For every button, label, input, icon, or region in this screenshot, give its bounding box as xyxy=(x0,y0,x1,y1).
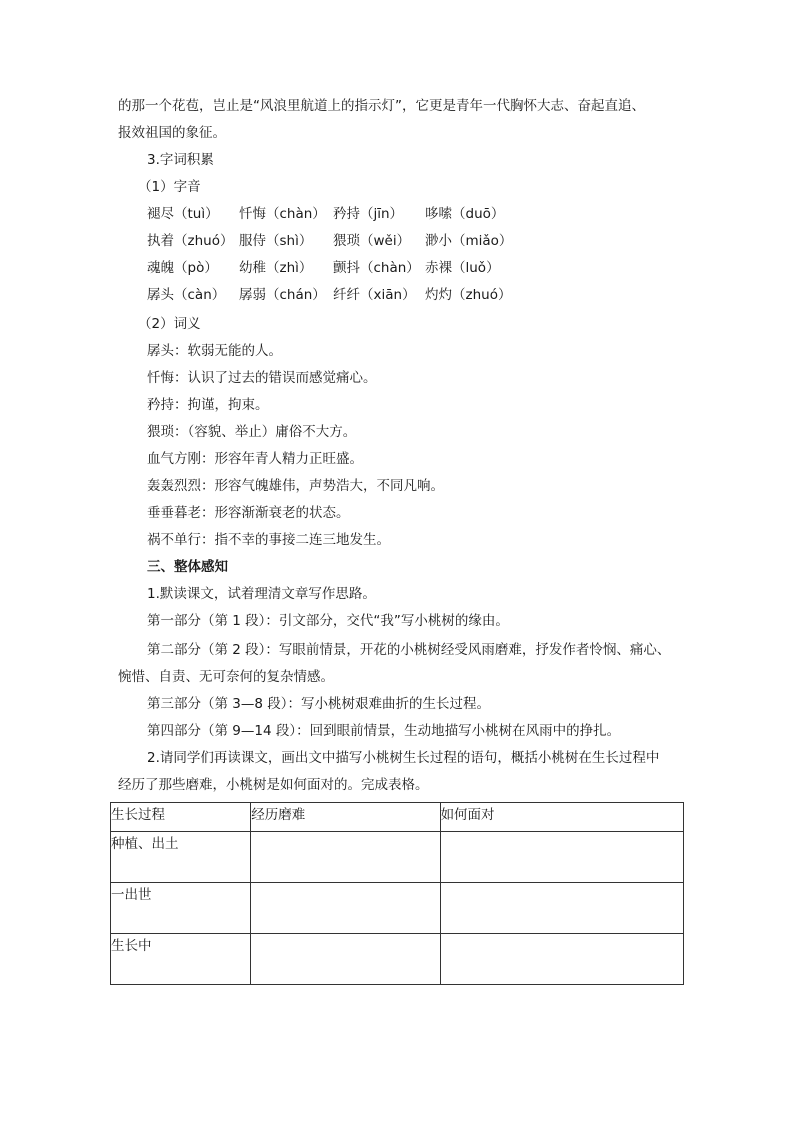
structure-part-2-line-2: 惋惜、自责、无可奈何的复杂情感。 xyxy=(118,669,334,685)
table-row xyxy=(111,883,684,934)
meaning-item: 轰轰烈烈：形容气魄雄伟，声势浩大，不同凡响。 xyxy=(147,478,444,494)
meaning-item: 猥琐：（容貌、举止）庸俗不大方。 xyxy=(147,424,357,440)
intro-line-1: 的那一个花苞，岂止是“风浪里航道上的指示灯”，它更是青年一代胸怀大志、奋起直追、 xyxy=(118,98,645,114)
table-cell-stage: 一出世 xyxy=(111,883,251,934)
table-header-cell: 生长过程 xyxy=(111,803,251,832)
structure-part-3: 第三部分（第 3—8 段）：写小桃树艰难曲折的生长过程。 xyxy=(147,696,491,712)
table-row xyxy=(111,832,684,883)
table-header-cell: 如何面对 xyxy=(440,803,683,832)
table-row xyxy=(111,934,684,985)
structure-part-1: 第一部分（第 1 段）：引文部分，交代“我”写小桃树的缘由。 xyxy=(147,613,509,629)
pronunciation-entry: 灼灼（zhuó） xyxy=(425,287,512,303)
meaning-item: 祸不单行：指不幸的事接二连三地发生。 xyxy=(147,532,390,548)
pronunciation-entry: 赤裸（luǒ） xyxy=(425,260,500,276)
table-cell-stage: 种植、出土 xyxy=(111,832,251,883)
pronunciation-entry: 孱弱（chán） xyxy=(239,287,326,303)
table-header-cell: 经历磨难 xyxy=(251,803,440,832)
table-cell-response[interactable] xyxy=(440,883,683,934)
pronunciation-entry: 忏悔（chàn） xyxy=(239,206,326,222)
table-cell-hardship[interactable] xyxy=(251,883,440,934)
meaning-item: 血气方刚：形容年青人精力正旺盛。 xyxy=(147,451,363,467)
intro-line-2: 报效祖国的象征。 xyxy=(118,125,226,141)
vocab-heading: 3.字词积累 xyxy=(147,152,214,168)
pronunciation-row xyxy=(147,231,567,251)
overview-item-1: 1.默读课文，试着理清文章写作思路。 xyxy=(147,586,376,602)
pronunciation-row xyxy=(147,204,567,224)
overview-item-2-line-2: 经历了那些磨难，小桃树是如何面对的。完成表格。 xyxy=(118,777,429,793)
pronunciation-row xyxy=(147,258,567,278)
meaning-heading: （2）词义 xyxy=(138,316,201,332)
growth-table xyxy=(110,802,684,985)
pronunciation-entry: 渺小（miǎo） xyxy=(425,233,513,249)
pronunciation-entry: 魂魄（pò） xyxy=(147,260,218,276)
pronunciation-entry: 服侍（shì） xyxy=(239,233,313,249)
pronunciation-entry: 猥琐（wěi） xyxy=(333,233,411,249)
meaning-item: 垂垂暮老：形容渐渐衰老的状态。 xyxy=(147,505,350,521)
pronunciation-entry: 矜持（jīn） xyxy=(333,206,404,222)
structure-part-2-line-1: 第二部分（第 2 段）：写眼前情景，开花的小桃树经受风雨磨难，抒发作者怜悯、痛心、 xyxy=(147,642,671,658)
table-header-row xyxy=(111,803,684,832)
pronunciation-row xyxy=(147,285,567,305)
table-cell-hardship[interactable] xyxy=(251,934,440,985)
pronunciation-entry: 孱头（càn） xyxy=(147,287,226,303)
pronunciation-heading: （1）字音 xyxy=(138,179,201,195)
table-cell-hardship[interactable] xyxy=(251,832,440,883)
pronunciation-entry: 褪尽（tuì） xyxy=(147,206,219,222)
meaning-item: 忏悔：认识了过去的错误而感觉痛心。 xyxy=(147,370,377,386)
meaning-item: 孱头：软弱无能的人。 xyxy=(147,343,282,359)
table-cell-response[interactable] xyxy=(440,934,683,985)
table-cell-response[interactable] xyxy=(440,832,683,883)
structure-part-4: 第四部分（第 9—14 段）：回到眼前情景，生动地描写小桃树在风雨中的挣扎。 xyxy=(147,723,621,739)
pronunciation-entry: 幼稚（zhì） xyxy=(239,260,313,276)
table-cell-stage: 生长中 xyxy=(111,934,251,985)
pronunciation-entry: 哆嗦（duō） xyxy=(425,206,505,222)
section-heading-overview: 三、整体感知 xyxy=(147,559,228,575)
meaning-item: 矜持：拘谨，拘束。 xyxy=(147,397,269,413)
pronunciation-entry: 执着（zhuó） xyxy=(147,233,234,249)
pronunciation-entry: 纤纤（xiān） xyxy=(333,287,416,303)
overview-item-2-line-1: 2.请同学们再读课文，画出文中描写小桃树生长过程的语句，概括小桃树在生长过程中 xyxy=(147,750,660,766)
pronunciation-entry: 颤抖（chàn） xyxy=(333,260,420,276)
